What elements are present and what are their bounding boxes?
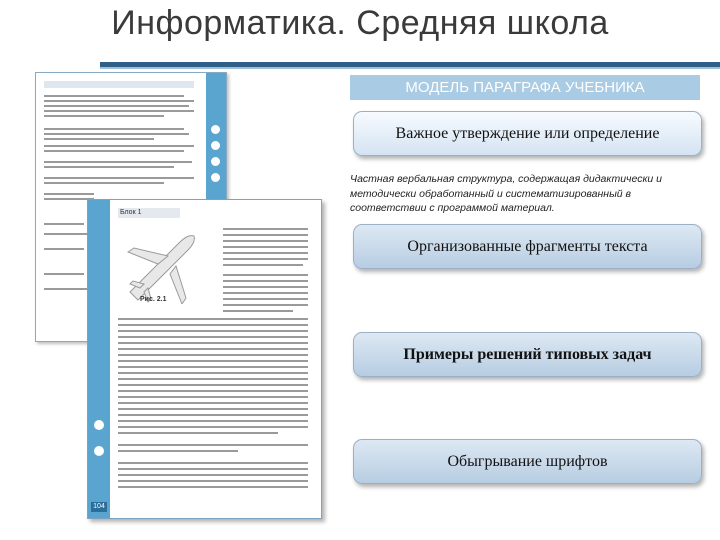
model-label: МОДЕЛЬ ПАРАГРАФА УЧЕБНИКА	[350, 75, 700, 100]
title-underline-accent	[100, 67, 720, 69]
text-line	[118, 420, 308, 422]
text-line	[118, 330, 308, 332]
text-line	[44, 150, 184, 152]
figure-caption: Рис. 2.1	[140, 296, 167, 303]
text-line	[118, 372, 308, 374]
text-line	[223, 246, 308, 248]
text-line	[118, 396, 308, 398]
text-line	[44, 100, 194, 102]
text-line	[223, 258, 308, 260]
box-label: Блок 1	[118, 208, 180, 218]
text-line	[223, 280, 308, 282]
text-line	[118, 324, 308, 326]
text-line	[44, 105, 189, 107]
text-line	[223, 228, 308, 230]
text-line	[118, 348, 308, 350]
text-line	[44, 115, 164, 117]
text-line	[118, 468, 308, 470]
component-box-statement: Важное утверждение или определение	[353, 111, 702, 156]
text-line	[118, 426, 308, 428]
text-line	[118, 366, 308, 368]
airplane-illustration	[118, 222, 213, 304]
text-line	[118, 480, 308, 482]
info-marker-icon	[94, 420, 104, 430]
text-line	[118, 336, 308, 338]
info-marker-icon	[94, 446, 104, 456]
text-line	[223, 304, 308, 306]
text-line	[118, 342, 308, 344]
component-box-text-fragments: Организованные фрагменты текста	[353, 224, 702, 269]
text-line	[118, 414, 308, 416]
text-line	[44, 145, 194, 147]
text-line	[44, 223, 84, 225]
check-marker-icon	[211, 157, 220, 166]
text-line	[118, 474, 308, 476]
text-line	[223, 234, 308, 236]
description-text: Частная вербальная структура, содержащая дидактически и методически обработанный и систематизированный в соответствии с программой материал.	[350, 173, 663, 214]
text-line	[118, 318, 308, 320]
page-title: Информатика. Средняя школа	[111, 4, 609, 42]
text-line	[223, 286, 308, 288]
text-line	[118, 354, 308, 356]
component-box-examples: Примеры решений типовых задач	[353, 332, 702, 377]
info-marker-icon	[211, 125, 220, 134]
text-line	[223, 310, 293, 312]
text-line	[44, 133, 189, 135]
text-line	[118, 432, 278, 434]
page-number: 104	[91, 502, 107, 512]
text-line	[44, 288, 89, 290]
text-line	[44, 166, 174, 168]
text-line	[118, 486, 308, 488]
text-line	[118, 444, 308, 446]
text-line	[118, 450, 238, 452]
text-line	[223, 292, 308, 294]
text-line	[44, 138, 154, 140]
page-header-strip	[44, 81, 194, 88]
text-line	[118, 384, 308, 386]
text-line	[118, 408, 308, 410]
component-box-fonts: Обыгрывание шрифтов	[353, 439, 702, 484]
text-line	[44, 193, 94, 195]
text-line	[118, 402, 308, 404]
text-line	[223, 298, 308, 300]
text-line	[118, 390, 308, 392]
text-line	[44, 177, 194, 179]
text-line	[44, 110, 194, 112]
text-line	[223, 264, 303, 266]
text-line	[223, 252, 308, 254]
text-line	[118, 378, 308, 380]
info-marker-icon	[211, 141, 220, 150]
text-line	[118, 462, 308, 464]
text-line	[44, 161, 192, 163]
info-marker-icon	[211, 173, 220, 182]
textbook-page-front	[87, 199, 322, 519]
text-line	[223, 240, 308, 242]
text-line	[44, 182, 164, 184]
page-margin-strip	[88, 200, 110, 518]
text-line	[44, 128, 184, 130]
text-line	[223, 274, 308, 276]
text-line	[44, 248, 84, 250]
text-line	[44, 95, 184, 97]
text-line	[44, 273, 84, 275]
text-line	[118, 360, 308, 362]
text-line	[44, 233, 89, 235]
